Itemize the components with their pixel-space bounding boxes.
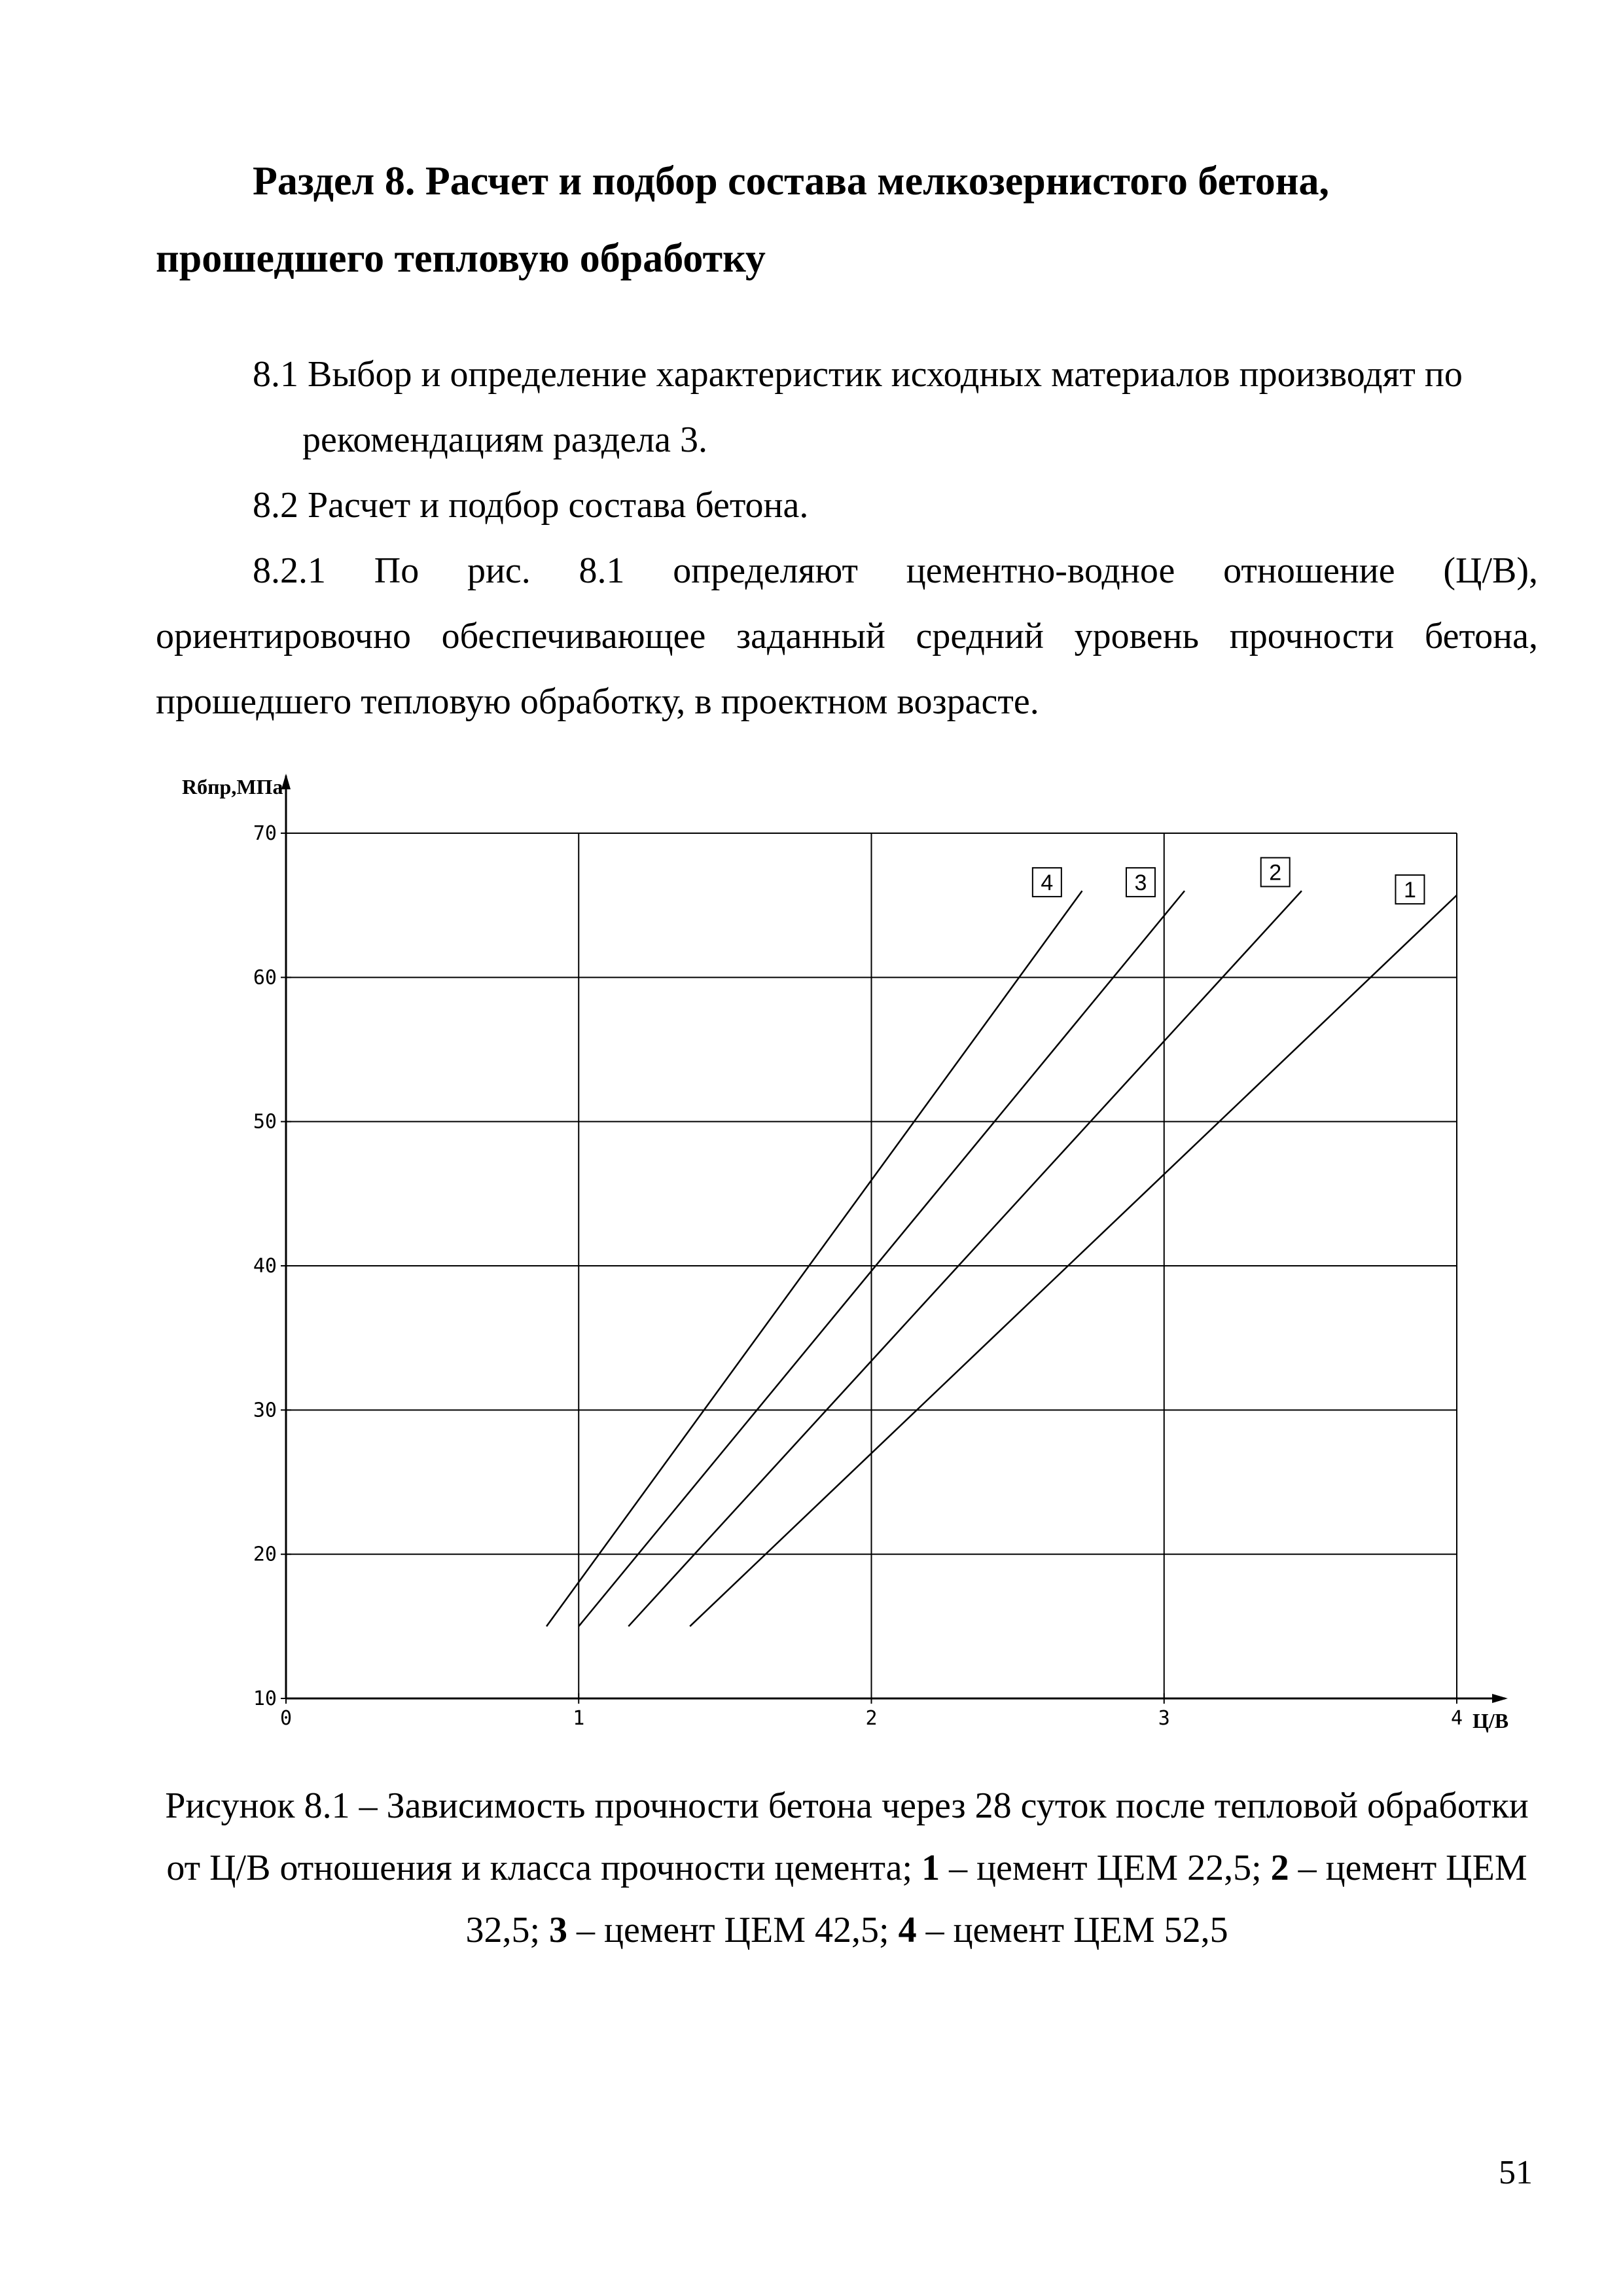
- caption-text-a: Рисунок 8.1 – Зависимость прочности бетона через 28 суток после тепловой обработки от Ц/В отношения и класса прочности цемента;: [165, 1785, 1529, 1888]
- paragraph-8-2: 8.2 Расчет и подбор состава бетона.: [253, 485, 809, 526]
- y-tick-label: 20: [253, 1543, 277, 1566]
- series-line-1: [690, 895, 1457, 1626]
- series-line-3: [579, 891, 1185, 1626]
- curve-label-3: 3: [1134, 870, 1147, 895]
- paragraph-8-2-1-line1: 8.2.1 По рис. 8.1 определяют цементно-водное отношение (Ц/В),: [253, 550, 1538, 591]
- caption-text-b: – цемент ЦЕМ 22,5;: [940, 1848, 1271, 1888]
- caption-text-e: – цемент ЦЕМ 52,5: [916, 1910, 1228, 1950]
- y-tick-label: 70: [253, 822, 277, 845]
- y-tick-label: 50: [253, 1110, 277, 1134]
- series-line-4: [546, 891, 1082, 1626]
- caption-bold-4: 4: [898, 1910, 917, 1950]
- series-line-2: [628, 891, 1302, 1626]
- curve-label-1: 1: [1403, 877, 1416, 903]
- caption-text-d: – цемент ЦЕМ 42,5;: [567, 1910, 899, 1950]
- x-tick-label: 0: [279, 1707, 293, 1730]
- page-number: 51: [1499, 2154, 1533, 2191]
- paragraph-8-2-1-rest: ориентировочно обеспечивающее заданный средний уровень прочности бетона, прошедшего тепловую обработку, в проектном возрасте.: [156, 616, 1538, 722]
- caption-bold-3: 3: [549, 1910, 567, 1950]
- x-axis-arrow: [1492, 1694, 1508, 1703]
- x-tick-label: 2: [865, 1707, 878, 1730]
- y-axis-title: Rбпр,МПа: [182, 775, 283, 798]
- section-heading-line1: Раздел 8. Расчет и подбор состава мелкозернистого бетона,: [253, 159, 1329, 204]
- x-tick-label: 3: [1158, 1707, 1170, 1730]
- y-tick-label: 30: [253, 1399, 277, 1422]
- caption-bold-1: 1: [921, 1848, 940, 1888]
- figure-caption: [156, 1775, 1538, 1962]
- x-tick-label: 1: [573, 1707, 585, 1730]
- curve-label-4: 4: [1041, 870, 1054, 895]
- y-tick-label: 10: [253, 1687, 277, 1710]
- caption-bold-2: 2: [1270, 1848, 1289, 1888]
- section-heading-line2: прошедшего тепловую обработку: [156, 236, 766, 281]
- y-tick-label: 40: [253, 1255, 277, 1278]
- x-tick-label: 4: [1450, 1707, 1463, 1730]
- paragraph-8-1-line1: 8.1 Выбор и определение характеристик исходных материалов производят по: [253, 354, 1463, 395]
- paragraph-8-1-line2: рекомендациям раздела 3.: [302, 420, 708, 460]
- curve-label-2: 2: [1269, 860, 1282, 886]
- y-tick-label: 60: [253, 966, 277, 990]
- x-axis-title: Ц/В: [1472, 1709, 1509, 1732]
- caption-text-c: – цемент ЦЕМ 32,5;: [465, 1848, 1527, 1950]
